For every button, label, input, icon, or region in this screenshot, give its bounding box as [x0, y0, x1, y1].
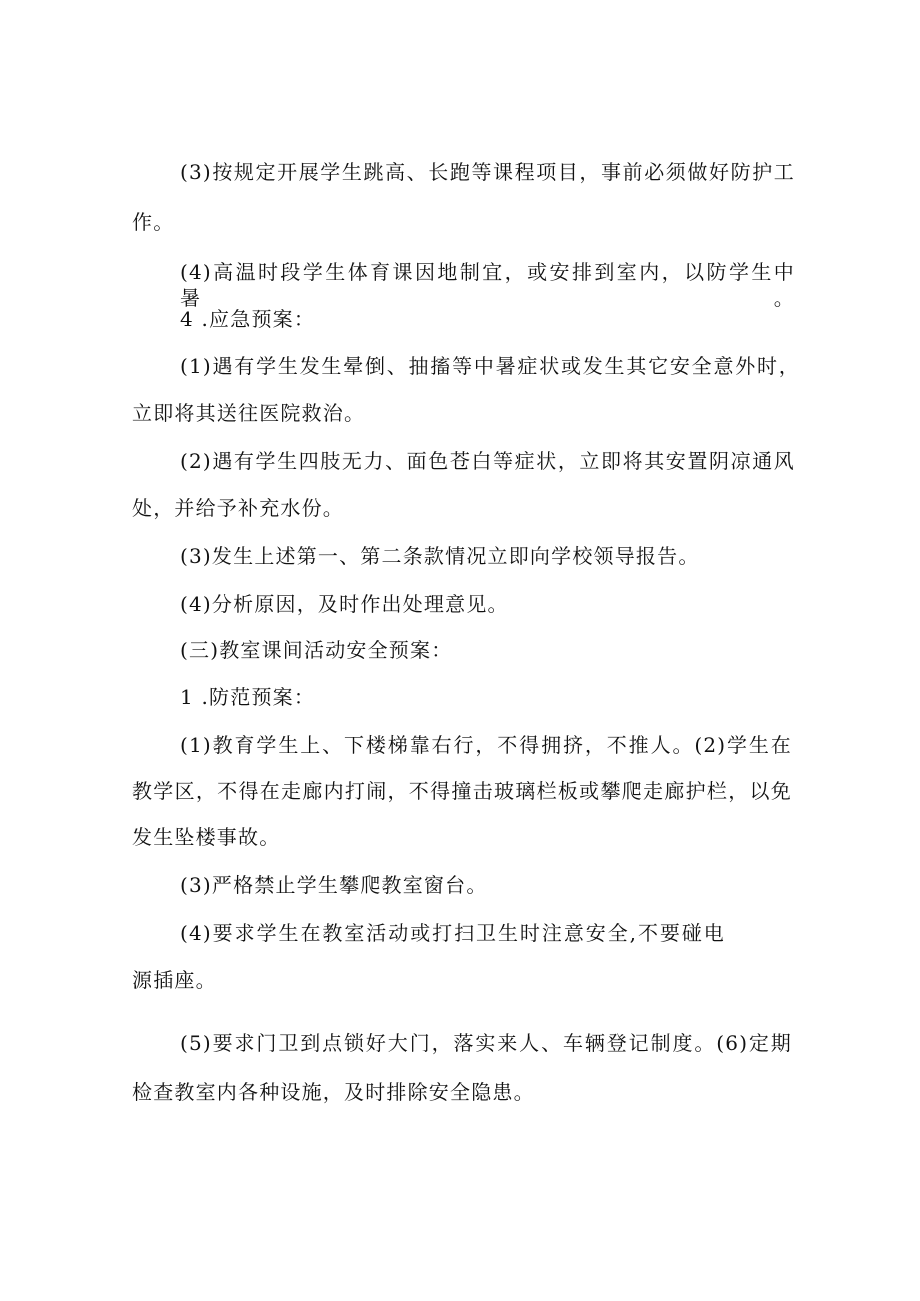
text-line-18: 源插座。 — [132, 968, 217, 992]
text-line-17: (4)要求学生在教室活动或打扫卫生时注意安全,不要碰电 — [180, 921, 725, 945]
section-heading-emergency-plan: 4 .应急预案： — [180, 307, 316, 331]
text-line-2: 作。 — [132, 210, 175, 234]
text-line-20: 检查教室内各种设施，及时排除安全隐患。 — [132, 1080, 535, 1104]
text-line-13: (1)教育学生上、下楼梯靠右行，不得拥挤，不推人。(2)学生在 — [180, 733, 792, 757]
text-line-10: (4)分析原因，及时作出处理意见。 — [180, 592, 509, 616]
text-line-15: 发生坠楼事故。 — [132, 825, 281, 849]
text-line-9: (3)发生上述第一、第二条款情况立即向学校领导报告。 — [180, 544, 700, 568]
text-line-3: (4)高温时段学生体育课因地制宜，或安排到室内，以防学生中暑。 — [180, 260, 795, 310]
text-line-7: (2)遇有学生四肢无力、面色苍白等症状，立即将其安置阴凉通风 — [180, 449, 795, 473]
text-line-6: 立即将其送往医院救治。 — [132, 401, 366, 425]
section-heading-prevention-plan: 1 .防范预案： — [180, 685, 316, 709]
text-line-1: (3)按规定开展学生跳高、长跑等课程项目，事前必须做好防护工 — [180, 160, 795, 184]
text-line-16: (3)严格禁止学生攀爬教室窗台。 — [180, 873, 488, 897]
section-heading-classroom-safety: (三)教室课间活动安全预案： — [180, 638, 453, 662]
text-line-19: (5)要求门卫到点锁好大门，落实来人、车辆登记制度。(6)定期 — [180, 1031, 792, 1055]
text-line-14: 教学区，不得在走廊内打闹，不得撞击玻璃栏板或攀爬走廊护栏，以免 — [132, 779, 792, 803]
text-line-8: 处，并给予补充水份。 — [132, 496, 344, 520]
text-line-5: (1)遇有学生发生晕倒、抽搐等中暑症状或发生其它安全意外时， — [180, 354, 800, 378]
